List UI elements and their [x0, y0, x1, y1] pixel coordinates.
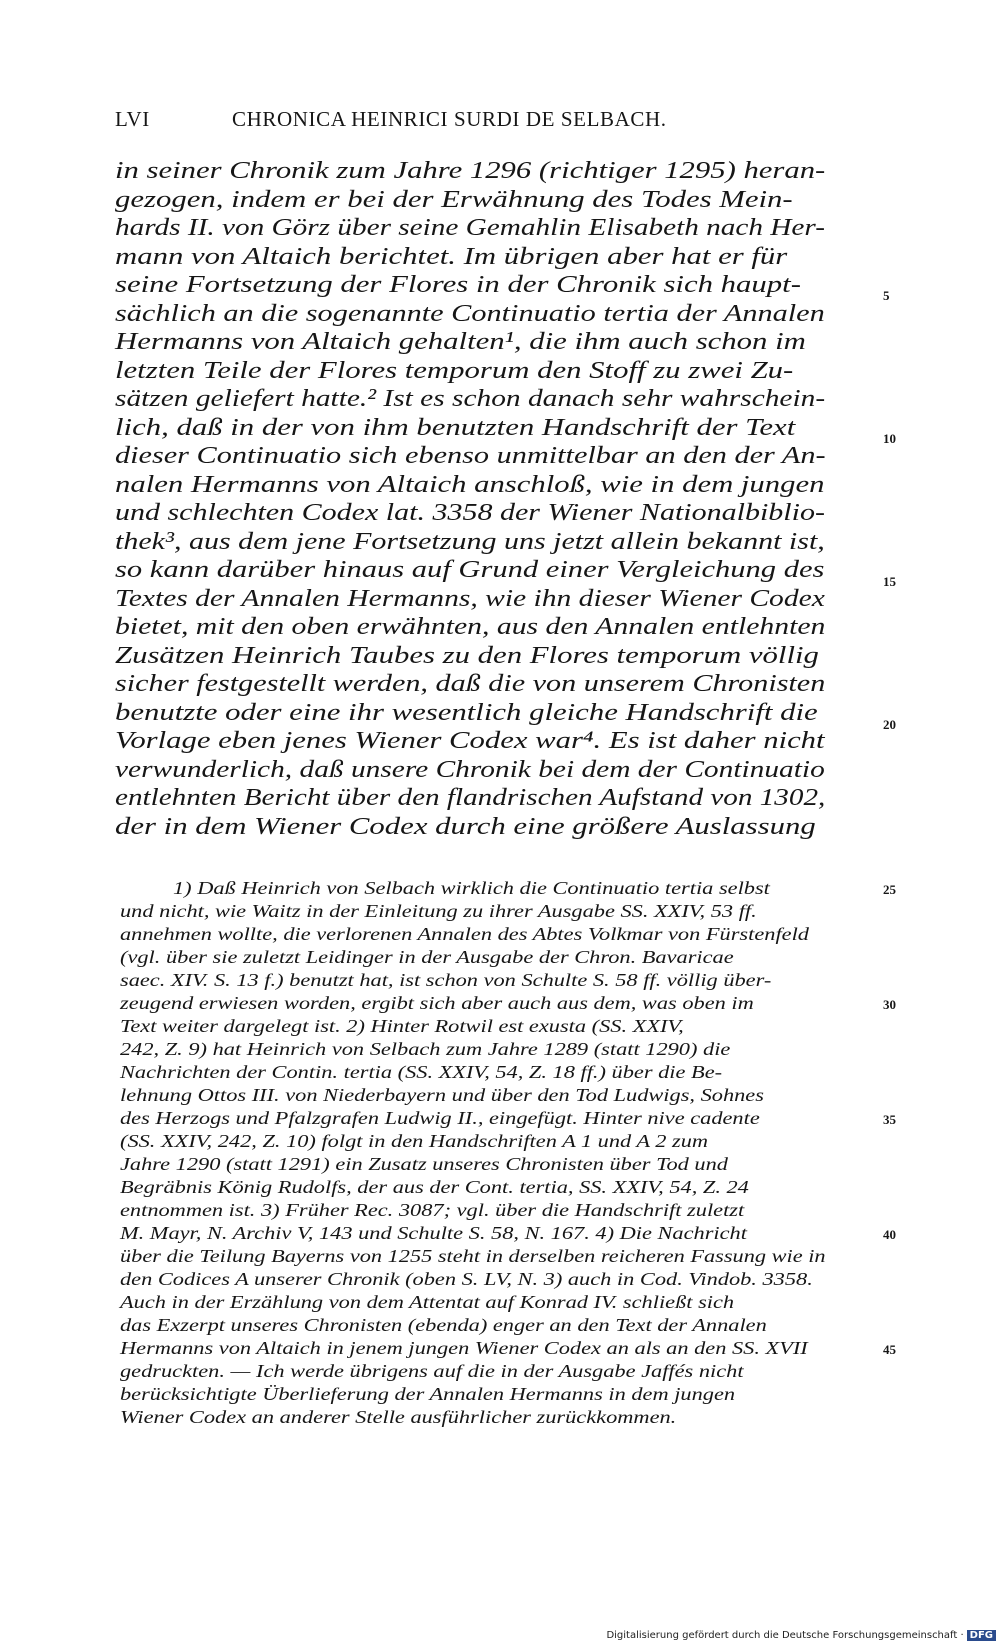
body-line: mann von Altaich berichtet. Im übrigen aber hat er für	[115, 243, 788, 270]
body-line: Vorlage eben jenes Wiener Codex war⁴. Es ist daher nicht	[115, 727, 825, 754]
footnote-line: Wiener Codex an anderer Stelle ausführlicher zurückkommen.	[120, 1407, 677, 1427]
footnote-line: Text weiter dargelegt ist. 2) Hinter Rotwil est exusta (SS. XXIV,	[120, 1016, 684, 1036]
body-line: so kann darüber hinaus auf Grund einer Vergleichung des	[115, 556, 825, 583]
body-line: benutzte oder eine ihr wesentlich gleiche Handschrift die	[115, 699, 818, 726]
body-line: sächlich an die sogenannte Continuatio tertia der Annalen	[115, 300, 825, 327]
footnote-line: berücksichtigte Überlieferung der Annalen Hermanns in dem jungen	[120, 1384, 736, 1404]
footnote-line: 242, Z. 9) hat Heinrich von Selbach zum Jahre 1289 (statt 1290) die	[120, 1039, 731, 1059]
line-number: 10	[883, 431, 896, 446]
body-line: thek³, aus dem jene Fortsetzung uns jetzt allein bekannt ist,	[115, 528, 825, 555]
footnote-line: entnommen ist. 3) Früher Rec. 3087; vgl. über die Handschrift zuletzt	[120, 1200, 745, 1220]
line-number: 45	[883, 1342, 896, 1357]
running-header	[115, 107, 875, 137]
body-line: der in dem Wiener Codex durch eine größere Auslassung	[115, 813, 816, 840]
footnote-line: (vgl. über sie zuletzt Leidinger in der Ausgabe der Chron. Bavaricae	[120, 947, 734, 967]
footnote-line: M. Mayr, N. Archiv V, 143 und Schulte S. 58, N. 167. 4) Die Nachricht	[120, 1223, 747, 1243]
digitization-credit	[606, 1630, 996, 1641]
body-line: lich, daß in der von ihm benutzten Handschrift der Text	[115, 414, 796, 441]
credit-text: Digitalisierung gefördert durch die Deutsche Forschungsgemeinschaft ·	[606, 1630, 964, 1641]
footnote-line: annehmen wollte, die verlorenen Annalen des Abtes Volkmar von Fürstenfeld	[120, 924, 809, 944]
body-line: sätzen geliefert hatte.² Ist es schon danach sehr wahrschein-	[115, 385, 826, 412]
footnote-line: (SS. XXIV, 242, Z. 10) folgt in den Handschriften A 1 und A 2 zum	[120, 1131, 709, 1151]
line-number: 40	[883, 1227, 896, 1242]
footnote-line: und nicht, wie Waitz in der Einleitung zu ihrer Ausgabe SS. XXIV, 53 ff.	[120, 901, 757, 921]
body-line: bietet, mit den oben erwähnten, aus den Annalen entlehnten	[115, 613, 826, 640]
body-line: seine Fortsetzung der Flores in der Chronik sich haupt-	[115, 271, 801, 298]
page-number: LVI	[115, 107, 150, 131]
footnote-line: saec. XIV. S. 13 f.) benutzt hat, ist schon von Schulte S. 58 ff. völlig über-	[120, 970, 772, 990]
footnote-line: Auch in der Erzählung von dem Attentat auf Konrad IV. schließt sich	[120, 1292, 735, 1312]
footnote-line: das Exzerpt unseres Chronisten (ebenda) enger an den Text der Annalen	[120, 1315, 767, 1335]
footnote-line: des Herzogs und Pfalzgrafen Ludwig II., eingefügt. Hinter nive cadente	[120, 1108, 760, 1128]
footnote-line: Hermanns von Altaich in jenem jungen Wiener Codex an als an den SS. XVII	[120, 1338, 808, 1358]
line-number: 25	[883, 882, 896, 897]
body-line: verwunderlich, daß unsere Chronik bei dem der Continuatio	[115, 756, 825, 783]
footnote-line: gedruckten. — Ich werde übrigens auf die in der Ausgabe Jaffés nicht	[120, 1361, 744, 1381]
body-line: in seiner Chronik zum Jahre 1296 (richtiger 1295) heran-	[115, 157, 826, 184]
footnote-line: 1) Daß Heinrich von Selbach wirklich die Continuatio tertia selbst	[173, 878, 770, 898]
line-number: 30	[883, 997, 896, 1012]
body-line: Textes der Annalen Hermanns, wie ihn dieser Wiener Codex	[115, 585, 825, 612]
body-line: Hermanns von Altaich gehalten¹, die ihm auch schon im	[115, 328, 806, 355]
body-line: entlehnten Bericht über den flandrischen Aufstand von 1302,	[115, 784, 826, 811]
footnote-line: zeugend erwiesen worden, ergibt sich aber auch aus dem, was oben im	[120, 993, 754, 1013]
body-line: dieser Continuatio sich ebenso unmittelbar an den der An-	[115, 442, 826, 469]
body-line: nalen Hermanns von Altaich anschloß, wie in dem jungen	[115, 471, 825, 498]
body-line: Zusätzen Heinrich Taubes zu den Flores temporum völlig	[115, 642, 819, 669]
footnote-line: den Codices A unserer Chronik (oben S. LV, N. 3) auch in Cod. Vindob. 3358.	[120, 1269, 813, 1289]
line-number: 15	[883, 574, 896, 589]
body-line: sicher festgestellt werden, daß die von unserem Chronisten	[115, 670, 826, 697]
footnote-line: über die Teilung Bayerns von 1255 steht in derselben reicheren Fassung wie in	[120, 1246, 826, 1266]
line-number: 20	[883, 717, 896, 732]
body-line: letzten Teile der Flores temporum den Stoff zu zwei Zu-	[115, 357, 794, 384]
line-number: 5	[883, 288, 890, 303]
body-line: und schlechten Codex lat. 3358 der Wiener Nationalbiblio-	[115, 499, 825, 526]
line-number: 35	[883, 1112, 896, 1127]
dfg-logo-icon: DFG	[967, 1630, 996, 1641]
footnote-line: lehnung Ottos III. von Niederbayern und über den Tod Ludwigs, Sohnes	[120, 1085, 764, 1105]
body-line: gezogen, indem er bei der Erwähnung des Todes Mein-	[115, 186, 793, 213]
footnote-line: Begräbnis König Rudolfs, der aus der Cont. tertia, SS. XXIV, 54, Z. 24	[120, 1177, 749, 1197]
footnote-line: Jahre 1290 (statt 1291) ein Zusatz unseres Chronisten über Tod und	[120, 1154, 728, 1174]
footnote-line: Nachrichten der Contin. tertia (SS. XXIV, 54, Z. 18 ff.) über die Be-	[120, 1062, 723, 1082]
body-line: hards II. von Görz über seine Gemahlin Elisabeth nach Her-	[115, 214, 825, 241]
running-title: CHRONICA HEINRICI SURDI DE SELBACH.	[232, 107, 667, 131]
